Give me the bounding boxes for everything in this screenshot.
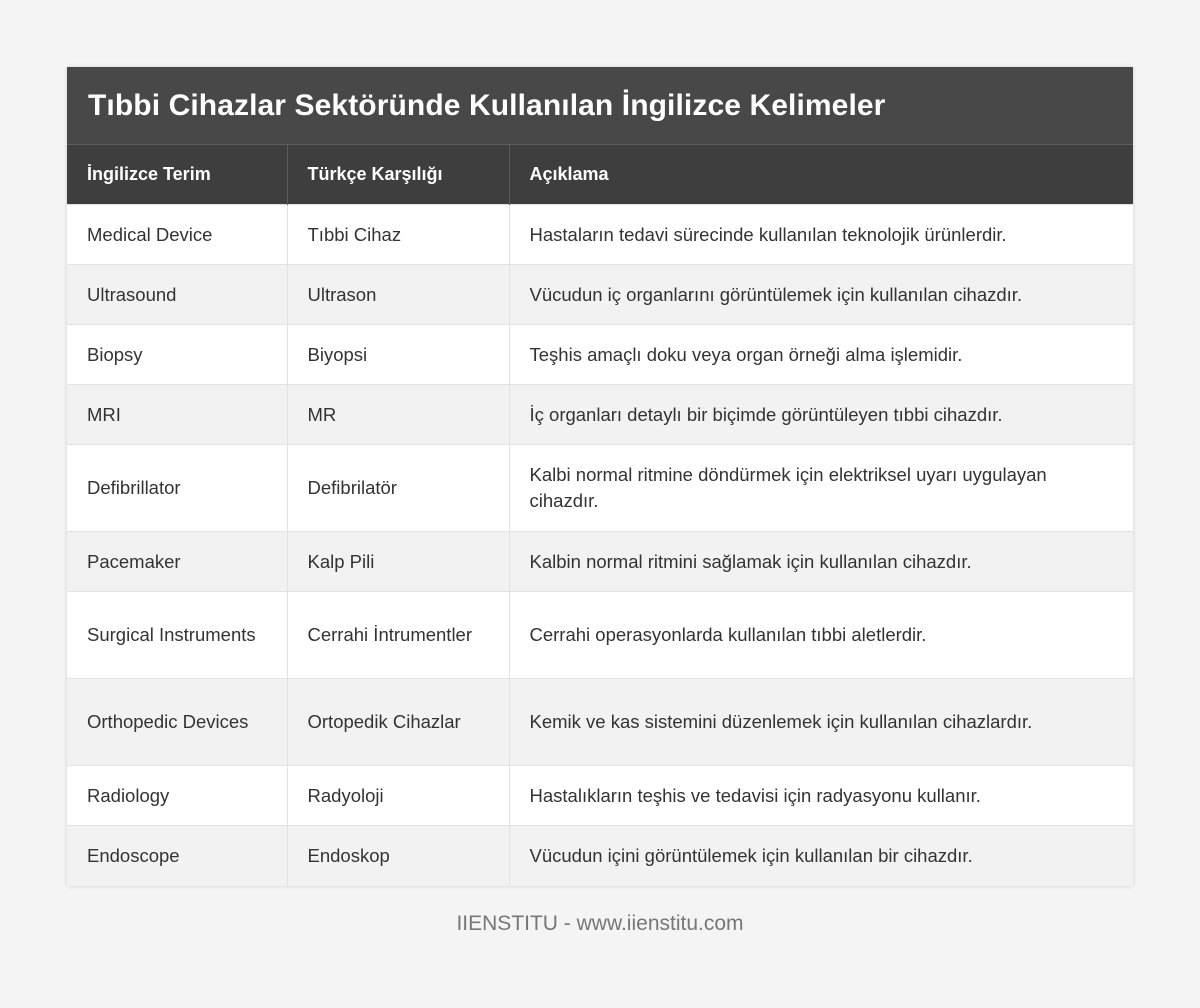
cell-english-term: Endoscope (67, 826, 287, 886)
cell-english-term: Pacemaker (67, 532, 287, 592)
cell-description: Cerrahi operasyonlarda kullanılan tıbbi aletlerdir. (509, 592, 1133, 679)
cell-english-term: MRI (67, 385, 287, 445)
cell-turkish-equivalent: MR (287, 385, 509, 445)
table-row (67, 205, 1133, 265)
footer-credit: IIENSTITU - www.iienstitu.com (456, 912, 744, 935)
cell-turkish-equivalent: Biyopsi (287, 325, 509, 385)
cell-turkish-equivalent: Defibrilatör (287, 445, 509, 532)
cell-english-term: Surgical Instruments (67, 592, 287, 679)
table-row (67, 445, 1133, 532)
table-row (67, 532, 1133, 592)
table-row (67, 679, 1133, 766)
cell-turkish-equivalent: Tıbbi Cihaz (287, 205, 509, 265)
table-row (67, 592, 1133, 679)
cell-turkish-equivalent: Endoskop (287, 826, 509, 886)
cell-description: İç organları detaylı bir biçimde görüntüleyen tıbbi cihazdır. (509, 385, 1133, 445)
cell-english-term: Biopsy (67, 325, 287, 385)
cell-english-term: Orthopedic Devices (67, 679, 287, 766)
cell-description: Kalbi normal ritmine döndürmek için elektriksel uyarı uygulayan cihazdır. (509, 445, 1133, 532)
table-row (67, 766, 1133, 826)
table-title-bar (67, 67, 1133, 144)
cell-english-term: Medical Device (67, 205, 287, 265)
cell-description: Kalbin normal ritmini sağlamak için kullanılan cihazdır. (509, 532, 1133, 592)
cell-turkish-equivalent: Kalp Pili (287, 532, 509, 592)
cell-turkish-equivalent: Ortopedik Cihazlar (287, 679, 509, 766)
table-row (67, 325, 1133, 385)
cell-english-term: Radiology (67, 766, 287, 826)
table-row (67, 385, 1133, 445)
header-description: Açıklama (509, 145, 1133, 205)
table-title: Tıbbi Cihazlar Sektöründe Kullanılan İngilizce Kelimeler (88, 88, 886, 122)
cell-english-term: Defibrillator (67, 445, 287, 532)
header-turkish-equivalent: Türkçe Karşılığı (287, 145, 509, 205)
cell-description: Hastaların tedavi sürecinde kullanılan teknolojik ürünlerdir. (509, 205, 1133, 265)
cell-description: Kemik ve kas sistemini düzenlemek için kullanılan cihazlardır. (509, 679, 1133, 766)
cell-turkish-equivalent: Cerrahi İntrumentler (287, 592, 509, 679)
cell-description: Vücudun içini görüntülemek için kullanılan bir cihazdır. (509, 826, 1133, 886)
terms-table (67, 144, 1133, 886)
cell-turkish-equivalent: Radyoloji (287, 766, 509, 826)
table-header-row (67, 145, 1133, 205)
header-english-term: İngilizce Terim (67, 145, 287, 205)
table-row (67, 826, 1133, 886)
cell-turkish-equivalent: Ultrason (287, 265, 509, 325)
cell-english-term: Ultrasound (67, 265, 287, 325)
table-row (67, 265, 1133, 325)
cell-description: Hastalıkların teşhis ve tedavisi için radyasyonu kullanır. (509, 766, 1133, 826)
cell-description: Teşhis amaçlı doku veya organ örneği alma işlemidir. (509, 325, 1133, 385)
table-card (67, 67, 1133, 886)
cell-description: Vücudun iç organlarını görüntülemek için kullanılan cihazdır. (509, 265, 1133, 325)
